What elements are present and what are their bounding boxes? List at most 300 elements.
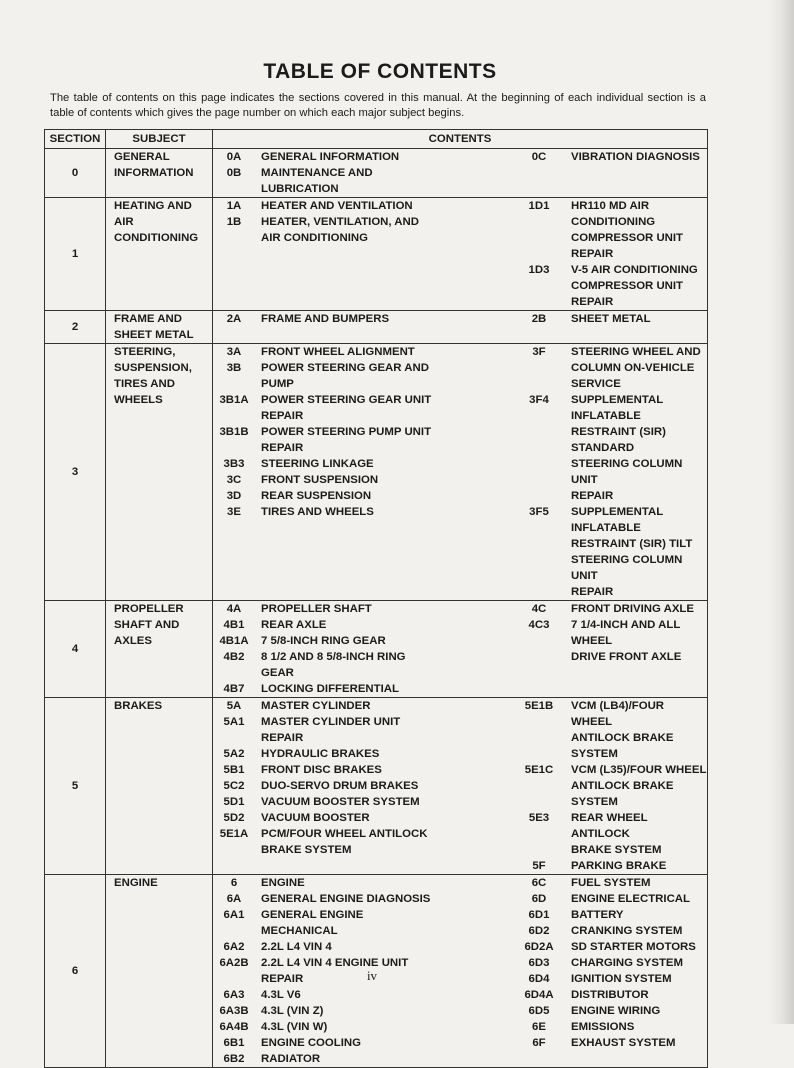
entry-code: 5A2 — [223, 748, 245, 760]
contents-entry — [213, 344, 513, 360]
entry-code: 6B1 — [223, 1037, 245, 1049]
entry-code: 3C — [226, 474, 242, 486]
entry-title-line: VIBRATION DIAGNOSIS — [571, 151, 700, 163]
entry-code: 4B2 — [223, 651, 245, 663]
entry-code: 0C — [531, 151, 547, 163]
entry-code: 6A3 — [223, 989, 245, 1001]
table-row — [45, 344, 708, 601]
contents-right-column — [513, 311, 707, 327]
contents-entry — [213, 198, 513, 214]
entry-title-line: SUPPLEMENTAL INFLATABLE — [571, 506, 663, 534]
entry-title-line: DUO-SERVO DRUM BRAKES — [261, 780, 419, 792]
entry-title-line: GENERAL ENGINE — [261, 909, 364, 921]
contents-entry — [213, 794, 513, 810]
entry-code: 4B7 — [223, 683, 245, 695]
entry-title — [565, 1035, 707, 1051]
entry-title-line: HYDRAULIC BRAKES — [261, 748, 380, 760]
contents-entry — [513, 987, 707, 1003]
page-title: TABLE OF CONTENTS — [263, 60, 497, 83]
subject-line: AIR — [114, 216, 134, 228]
entry-title — [255, 488, 513, 504]
entry-title — [255, 149, 513, 165]
header-section: SECTION — [45, 130, 106, 149]
contents-entry — [213, 456, 513, 472]
entry-title — [255, 360, 513, 392]
contents-entry — [213, 488, 513, 504]
entry-title — [255, 1019, 513, 1035]
entry-title — [255, 504, 513, 520]
intro-paragraph: The table of contents on this page indicates the sections covered in this manual. At the beginning of each individual section is a table of contents which gives the page number on which each major subject begins. — [50, 92, 706, 119]
entry-title — [255, 681, 513, 697]
contents-entry — [513, 504, 707, 600]
entry-title-line: GENERAL INFORMATION — [261, 151, 400, 163]
entry-title — [255, 1003, 513, 1019]
entry-code: 3F — [532, 346, 546, 358]
contents-columns — [213, 698, 707, 874]
entry-title-line: FUEL SYSTEM — [571, 877, 651, 889]
contents-entry — [513, 344, 707, 392]
entry-title — [255, 617, 513, 633]
header-contents: CONTENTS — [213, 130, 708, 149]
entry-code: 6D4 — [528, 973, 550, 985]
entry-title — [255, 198, 513, 214]
contents-entry — [513, 601, 707, 617]
contents-entry — [513, 617, 707, 665]
entry-title-line: DRIVE FRONT AXLE — [571, 651, 682, 663]
contents-entry — [213, 149, 513, 165]
table-header-row — [45, 130, 708, 149]
entry-title-line: STEERING COLUMN UNIT — [571, 554, 683, 582]
entry-code: 4C3 — [528, 619, 550, 631]
page-edge-shadow — [768, 0, 794, 1024]
entry-title-line: 4.3L V6 — [261, 989, 301, 1001]
entry-title — [565, 262, 707, 310]
entry-title-line: ENGINE COOLING — [261, 1037, 361, 1049]
subject-line: WHEELS — [114, 394, 163, 406]
entry-title-line: ANTILOCK BRAKE SYSTEM — [571, 732, 674, 760]
entry-title — [255, 1051, 513, 1067]
entry-code: 5A — [226, 700, 242, 712]
entry-title — [565, 939, 707, 955]
contents-entry — [213, 939, 513, 955]
section-number: 1 — [45, 198, 106, 311]
contents-entry — [513, 907, 707, 923]
entry-code: 2A — [226, 313, 242, 325]
entry-title-line: MASTER CYLINDER UNIT — [261, 716, 401, 728]
contents-entry — [213, 1051, 513, 1067]
contents-cell — [213, 601, 708, 698]
entry-title-line: REPAIR — [571, 490, 614, 502]
entry-title — [565, 1003, 707, 1019]
entry-title-line: LOCKING DIFFERENTIAL — [261, 683, 399, 695]
entry-title-line: 8 1/2 AND 8 5/8-INCH RING — [261, 651, 406, 663]
entry-title-line: EXHAUST SYSTEM — [571, 1037, 676, 1049]
entry-title — [565, 858, 707, 874]
entry-title-line: BATTERY — [571, 909, 624, 921]
entry-title-line: ENGINE — [261, 877, 305, 889]
subject-line: FRAME AND — [114, 313, 182, 325]
contents-columns — [213, 601, 707, 697]
contents-columns — [213, 198, 707, 310]
subject-cell — [106, 149, 213, 198]
entry-title-line: HR110 MD AIR CONDITIONING — [571, 200, 656, 228]
entry-code: 6A4B — [219, 1021, 249, 1033]
entry-title-line: VCM (L35)/FOUR WHEEL — [571, 764, 707, 776]
contents-entry — [513, 311, 707, 327]
contents-entry — [213, 1003, 513, 1019]
entry-title-line: SD STARTER MOTORS — [571, 941, 696, 953]
contents-entry — [213, 875, 513, 891]
entry-title-line: EMISSIONS — [571, 1021, 635, 1033]
contents-entry — [513, 939, 707, 955]
entry-title — [565, 762, 707, 810]
entry-title — [255, 1035, 513, 1051]
entry-code: 5E1C — [524, 764, 554, 776]
contents-cell — [213, 149, 708, 198]
entry-title-line: REPAIR — [261, 410, 304, 422]
contents-entry — [213, 649, 513, 681]
contents-entry — [513, 1035, 707, 1051]
table-body — [45, 149, 708, 1068]
entry-title-line: 2.2L L4 VIN 4 — [261, 941, 332, 953]
contents-entry — [213, 392, 513, 424]
entry-code: 6B2 — [223, 1053, 245, 1065]
entry-code: 6A — [226, 893, 242, 905]
table-row — [45, 149, 708, 198]
entry-title — [255, 698, 513, 714]
subject-line: HEATING AND — [114, 200, 192, 212]
entry-title-line: FRONT DRIVING AXLE — [571, 603, 694, 615]
entry-code: 5F — [532, 860, 546, 872]
entry-title-line: PARKING BRAKE — [571, 860, 667, 872]
entry-title — [255, 891, 513, 907]
entry-title — [255, 649, 513, 681]
entry-code: 3A — [226, 346, 242, 358]
contents-left-column — [213, 198, 513, 310]
entry-title-line: GEAR — [261, 667, 294, 679]
entry-title — [255, 633, 513, 649]
entry-code: 5D2 — [223, 812, 245, 824]
entry-title — [565, 504, 707, 600]
entry-title-line: RESTRAINT (SIR) STANDARD — [571, 426, 666, 454]
contents-columns — [213, 311, 707, 327]
entry-title — [255, 165, 513, 197]
entry-code: 4B1A — [219, 635, 249, 647]
entry-title — [565, 907, 707, 923]
contents-left-column — [213, 698, 513, 874]
subject-cell — [106, 344, 213, 601]
contents-right-column — [513, 698, 707, 874]
contents-columns — [213, 149, 707, 197]
contents-entry — [513, 891, 707, 907]
entry-code: 6A1 — [223, 909, 245, 921]
entry-code: 5C2 — [223, 780, 245, 792]
contents-cell — [213, 698, 708, 875]
entry-title-line: RESTRAINT (SIR) TILT — [571, 538, 693, 550]
entry-title-line: DISTRIBUTOR — [571, 989, 649, 1001]
contents-entry — [213, 762, 513, 778]
subject-cell — [106, 601, 213, 698]
entry-title-line: V-5 AIR CONDITIONING — [571, 264, 698, 276]
section-number: 3 — [45, 344, 106, 601]
entry-title — [255, 762, 513, 778]
entry-code: 0B — [226, 167, 242, 179]
page-number: iv — [366, 968, 378, 983]
entry-code: 3B3 — [223, 458, 245, 470]
entry-title-line: VACUUM BOOSTER — [261, 812, 370, 824]
entry-title-line: 7 5/8-INCH RING GEAR — [261, 635, 386, 647]
entry-title — [255, 939, 513, 955]
entry-title — [255, 344, 513, 360]
contents-entry — [213, 778, 513, 794]
contents-right-column — [513, 601, 707, 697]
entry-title — [565, 344, 707, 392]
entry-title — [565, 923, 707, 939]
subject-line: TIRES AND — [114, 378, 175, 390]
entry-code: 6D — [531, 893, 547, 905]
entry-title-line: STEERING COLUMN UNIT — [571, 458, 683, 486]
contents-entry — [213, 907, 513, 939]
entry-code: 6D1 — [528, 909, 550, 921]
entry-title — [565, 1019, 707, 1035]
entry-code: 3F4 — [529, 394, 549, 406]
contents-right-column — [513, 149, 707, 197]
entry-title-line: FRONT DISC BRAKES — [261, 764, 382, 776]
contents-entry — [213, 681, 513, 697]
entry-title — [565, 987, 707, 1003]
entry-title-line: RADIATOR — [261, 1053, 321, 1065]
contents-right-column — [513, 344, 707, 600]
entry-title-line: FRAME AND BUMPERS — [261, 313, 390, 325]
entry-code: 4A — [226, 603, 242, 615]
contents-entry — [513, 875, 707, 891]
entry-title-line: REPAIR — [261, 732, 304, 744]
contents-entry — [213, 472, 513, 488]
contents-entry — [513, 858, 707, 874]
entry-title-line: LUBRICATION — [261, 183, 339, 195]
subject-line: AXLES — [114, 635, 152, 647]
contents-entry — [513, 392, 707, 504]
entry-title-line: IGNITION SYSTEM — [571, 973, 672, 985]
entry-title — [255, 601, 513, 617]
subject-line: GENERAL — [114, 151, 170, 163]
entry-title — [255, 214, 513, 246]
table-row — [45, 698, 708, 875]
subject-line: SUSPENSION, — [114, 362, 192, 374]
entry-title-line: FRONT WHEEL ALIGNMENT — [261, 346, 415, 358]
entry-title — [565, 392, 707, 504]
contents-entry — [213, 601, 513, 617]
entry-title-line: AIR CONDITIONING — [261, 232, 368, 244]
entry-code: 3E — [227, 506, 241, 518]
contents-entry — [513, 698, 707, 762]
entry-code: 5E1A — [219, 828, 249, 840]
entry-title-line: COLUMN ON-VEHICLE — [571, 362, 695, 374]
contents-entry — [213, 504, 513, 520]
entry-title-line: PROPELLER SHAFT — [261, 603, 372, 615]
entry-title — [565, 891, 707, 907]
entry-title — [255, 392, 513, 424]
entry-title-line: HEATER, VENTILATION, AND — [261, 216, 419, 228]
entry-title — [255, 472, 513, 488]
entry-title-line: TIRES AND WHEELS — [261, 506, 374, 518]
entry-title — [255, 424, 513, 456]
entry-title-line: POWER STEERING PUMP UNIT — [261, 426, 432, 438]
entry-code: 6D2 — [528, 925, 550, 937]
entry-title-line: REPAIR — [261, 973, 304, 985]
entry-code: 6D5 — [528, 1005, 550, 1017]
subject-line: INFORMATION — [114, 167, 194, 179]
contents-entry — [213, 714, 513, 746]
table-row — [45, 601, 708, 698]
contents-cell — [213, 311, 708, 344]
contents-entry — [213, 165, 513, 197]
entry-title — [565, 198, 707, 262]
entry-title-line: STEERING LINKAGE — [261, 458, 374, 470]
entry-title-line: PUMP — [261, 378, 294, 390]
contents-entry — [513, 1019, 707, 1035]
entry-code: 6A2B — [219, 957, 249, 969]
entry-code: 1D1 — [528, 200, 550, 212]
entry-title-line: BRAKE SYSTEM — [261, 844, 352, 856]
contents-entry — [213, 617, 513, 633]
entry-title-line: ENGINE WIRING — [571, 1005, 661, 1017]
entry-title-line: CHARGING SYSTEM — [571, 957, 684, 969]
subject-line: PROPELLER — [114, 603, 184, 615]
contents-entry — [513, 1003, 707, 1019]
entry-title-line: VACUUM BOOSTER SYSTEM — [261, 796, 420, 808]
entry-title — [565, 875, 707, 891]
entry-title — [255, 456, 513, 472]
entry-title-line: MECHANICAL — [261, 925, 338, 937]
entry-title-line: HEATER AND VENTILATION — [261, 200, 413, 212]
entry-code: 6A2 — [223, 941, 245, 953]
entry-title-line: POWER STEERING GEAR UNIT — [261, 394, 432, 406]
entry-code: 6A3B — [219, 1005, 249, 1017]
entry-title-line: REPAIR — [261, 442, 304, 454]
entry-title-line: SUPPLEMENTAL INFLATABLE — [571, 394, 663, 422]
entry-title-line: GENERAL ENGINE DIAGNOSIS — [261, 893, 431, 905]
contents-entry — [513, 149, 707, 165]
contents-cell — [213, 198, 708, 311]
entry-code: 4B1 — [223, 619, 245, 631]
entry-title — [565, 810, 707, 858]
entry-title — [255, 794, 513, 810]
entry-title-line: REAR AXLE — [261, 619, 327, 631]
contents-entry — [513, 262, 707, 310]
entry-code: 1A — [226, 200, 242, 212]
entry-title-line: PCM/FOUR WHEEL ANTILOCK — [261, 828, 428, 840]
entry-title-line: ENGINE ELECTRICAL — [571, 893, 690, 905]
entry-code: 0A — [226, 151, 242, 163]
entry-title-line: SERVICE — [571, 378, 621, 390]
entry-code: 6C — [531, 877, 547, 889]
entry-code: 5A1 — [223, 716, 245, 728]
contents-entry — [213, 826, 513, 858]
entry-title-line: MASTER CYLINDER — [261, 700, 371, 712]
entry-title — [255, 714, 513, 746]
entry-title-line: MAINTENANCE AND — [261, 167, 373, 179]
contents-entry — [213, 424, 513, 456]
contents-entry — [513, 923, 707, 939]
subject-line: CONDITIONING — [114, 232, 199, 244]
entry-code: 5E3 — [528, 812, 550, 824]
entry-code: 5B1 — [223, 764, 245, 776]
contents-cell — [213, 344, 708, 601]
contents-left-column — [213, 601, 513, 697]
entry-title — [255, 311, 513, 327]
entry-code: 5D1 — [223, 796, 245, 808]
entry-title-line: CRANKING SYSTEM — [571, 925, 683, 937]
contents-entry — [213, 360, 513, 392]
contents-entry — [513, 762, 707, 810]
contents-entry — [213, 214, 513, 246]
section-number: 5 — [45, 698, 106, 875]
entry-title-line: REPAIR — [571, 586, 614, 598]
entry-code: 5E1B — [524, 700, 554, 712]
entry-title-line: 2.2L L4 VIN 4 ENGINE UNIT — [261, 957, 409, 969]
entry-title — [565, 311, 707, 327]
entry-code: 6E — [532, 1021, 546, 1033]
entry-title-line: COMPRESSOR UNIT REPAIR — [571, 232, 684, 260]
entry-title-line: VCM (LB4)/FOUR WHEEL — [571, 700, 665, 728]
section-number: 0 — [45, 149, 106, 198]
subject-line: BRAKES — [114, 700, 163, 712]
section-number: 2 — [45, 311, 106, 344]
contents-entry — [213, 810, 513, 826]
contents-entry — [513, 198, 707, 262]
entry-title — [255, 778, 513, 794]
contents-entry — [213, 891, 513, 907]
entry-title — [255, 746, 513, 762]
entry-title-line: REAR SUSPENSION — [261, 490, 372, 502]
entry-code: 3B1B — [219, 426, 249, 438]
entry-title-line: BRAKE SYSTEM — [571, 844, 662, 856]
entry-title-line: ANTILOCK BRAKE SYSTEM — [571, 780, 674, 808]
entry-code: 3F5 — [529, 506, 549, 518]
entry-code: 3B1A — [219, 394, 249, 406]
contents-right-column — [513, 198, 707, 310]
entry-title — [255, 875, 513, 891]
entry-code: 3D — [226, 490, 242, 502]
contents-entry — [513, 810, 707, 858]
entry-code: 2B — [531, 313, 547, 325]
entry-code: 6D2A — [524, 941, 554, 953]
contents-left-column — [213, 149, 513, 197]
entry-code: 1D3 — [528, 264, 550, 276]
contents-left-column — [213, 344, 513, 600]
contents-left-column — [213, 311, 513, 327]
table-row — [45, 198, 708, 311]
contents-entry — [213, 746, 513, 762]
entry-title-line: STEERING WHEEL AND — [571, 346, 701, 358]
entry-title-line: REAR WHEEL ANTILOCK — [571, 812, 648, 840]
section-number: 6 — [45, 875, 106, 1068]
contents-entry — [213, 987, 513, 1003]
entry-title — [255, 826, 513, 858]
subject-line: SHEET METAL — [114, 329, 194, 341]
entry-code: 1B — [226, 216, 242, 228]
entry-code: 6 — [230, 877, 238, 889]
contents-entry — [213, 698, 513, 714]
subject-cell — [106, 311, 213, 344]
entry-title-line: FRONT SUSPENSION — [261, 474, 379, 486]
entry-title — [255, 810, 513, 826]
entry-title — [565, 617, 707, 665]
subject-line: ENGINE — [114, 877, 158, 889]
subject-cell — [106, 198, 213, 311]
entry-code: 6F — [532, 1037, 546, 1049]
